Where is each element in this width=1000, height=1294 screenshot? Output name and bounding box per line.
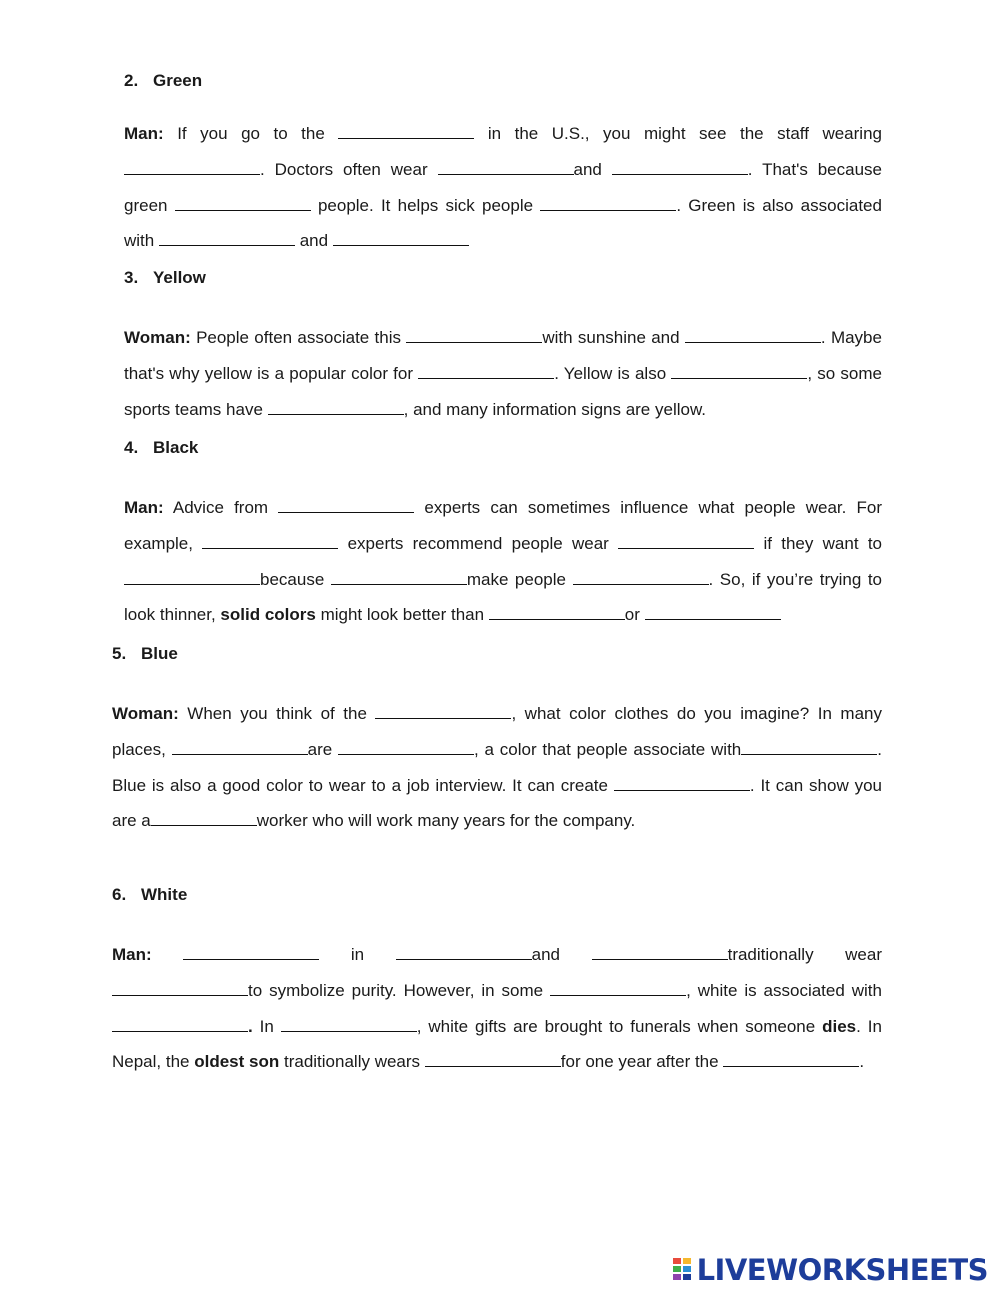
answer-blank[interactable] [438,158,574,175]
answer-blank[interactable] [425,1050,561,1067]
section-black [124,437,882,633]
text-segment: . Green is also associated with [124,195,882,251]
text-segment: . Yellow is also [554,363,667,383]
answer-blank[interactable] [331,568,467,585]
text-segment: Advice from [172,498,269,517]
text-segment: in [350,945,365,964]
answer-blank[interactable] [112,1015,248,1032]
answer-blank[interactable] [159,229,295,246]
text-segment: , white is associated with [686,980,882,1000]
text-segment: experts recommend people wear [347,533,609,553]
answer-blank[interactable] [685,326,821,343]
exercise-paragraph [124,116,882,259]
speaker-label: Man: [112,945,152,964]
answer-blank[interactable] [268,398,404,415]
section-number: 3. [124,268,139,287]
section-heading [112,643,882,665]
exercise-paragraph [112,937,882,1080]
answer-blank[interactable] [550,979,686,996]
text-segment: When you think of the [187,704,367,723]
exercise-paragraph [124,320,882,427]
answer-blank[interactable] [333,229,469,246]
answer-blank[interactable] [338,738,474,755]
section-blue [112,643,882,839]
text-segment: experts can sometimes influence what people wear. For example, [124,498,883,553]
text-segment: traditionally wears [283,1052,421,1072]
text-segment: , so some sports teams have [124,363,882,419]
speaker-label: Man: [124,498,164,517]
exercise-paragraph [112,696,882,839]
section-number: 6. [112,885,127,904]
speaker-label: Woman: [124,328,191,347]
text-segment: because [260,569,325,589]
answer-blank[interactable] [418,362,554,379]
exercise-paragraph [124,490,882,633]
text-segment: in the U.S., you might see the staff wearing [487,124,882,143]
section-number: 2. [124,71,139,90]
text-segment: . Blue is also a good color to wear to a job interview. It can create [112,739,882,795]
answer-blank[interactable] [183,943,319,960]
answer-blank[interactable] [540,194,676,211]
text-segment: . That's because green [124,159,882,215]
emphasis-text: oldest son [194,1052,280,1072]
answer-blank[interactable] [618,532,754,549]
answer-blank[interactable] [612,158,748,175]
answer-blank[interactable] [671,362,807,379]
section-heading [124,70,882,92]
section-heading [112,884,882,906]
text-segment: . In Nepal, the [112,1016,882,1072]
answer-blank[interactable] [741,738,877,755]
answer-blank[interactable] [112,979,248,996]
section-title: Blue [141,644,178,663]
answer-blank[interactable] [151,809,257,826]
answer-blank[interactable] [645,603,781,620]
text-segment: , and many information signs are yellow. [403,399,707,419]
section-white [112,884,882,1080]
answer-blank[interactable] [573,568,709,585]
text-segment: people. It helps sick people [317,195,534,215]
answer-blank[interactable] [338,122,474,139]
section-heading [124,267,882,289]
logo-text: LIVEWORKSHEETS [696,1253,988,1287]
text-segment: In [259,1016,274,1036]
section-heading [124,437,882,459]
text-segment: with sunshine and [542,328,680,347]
section-title: White [141,885,188,904]
text-segment: , white gifts are brought to funerals when someone [416,1016,816,1036]
text-segment: worker who will work many years for the company. [256,811,636,831]
emphasis-text: . [248,1016,253,1036]
section-title: Yellow [153,268,206,287]
liveworksheets-logo [672,1252,988,1288]
text-segment: if they want to [763,533,883,553]
text-segment: are [307,739,333,759]
answer-blank[interactable] [124,568,260,585]
section-yellow [124,267,882,427]
text-segment: for one year after the [560,1052,719,1072]
answer-blank[interactable] [281,1015,417,1032]
text-segment: People often associate this [196,328,402,347]
answer-blank[interactable] [278,496,414,513]
answer-blank[interactable] [723,1050,859,1067]
answer-blank[interactable] [172,738,308,755]
text-segment: , what color clothes do you imagine? In many places, [112,704,882,759]
text-segment: to symbolize purity. However, in some [248,980,544,1000]
text-segment: . [859,1052,865,1072]
text-segment: . So, if you’re trying to look thinner, [124,569,882,625]
answer-blank[interactable] [375,702,511,719]
text-segment: and [531,945,561,964]
text-segment: and [299,231,329,251]
emphasis-text: dies [822,1016,857,1036]
section-number: 4. [124,438,139,457]
speaker-label: Man: [124,124,164,143]
section-number: 5. [112,644,127,663]
answer-blank[interactable] [396,943,532,960]
text-segment: or [624,605,640,625]
speaker-label: Woman: [112,704,179,723]
text-segment: make people [466,569,566,589]
answer-blank[interactable] [614,774,750,791]
text-segment: traditionally wear [727,945,882,964]
text-segment: , a color that people associate with [474,739,742,759]
answer-blank[interactable] [175,194,311,211]
answer-blank[interactable] [489,603,625,620]
answer-blank[interactable] [592,943,728,960]
text-segment: . Maybe that's why yellow is a popular color for [124,328,882,383]
text-segment: If you go to the [177,124,325,143]
section-title: Green [153,71,203,90]
liveworksheets-logo-icon [672,1256,694,1284]
text-segment: . It can show you are a [112,775,882,831]
text-segment: . Doctors often wear [260,159,428,179]
answer-blank[interactable] [202,532,338,549]
text-segment: might look better than [320,605,485,625]
text-segment: and [573,159,602,179]
section-title: Black [153,438,199,457]
emphasis-text: solid colors [220,605,316,625]
answer-blank[interactable] [406,326,542,343]
answer-blank[interactable] [124,158,260,175]
section-green [124,70,882,259]
